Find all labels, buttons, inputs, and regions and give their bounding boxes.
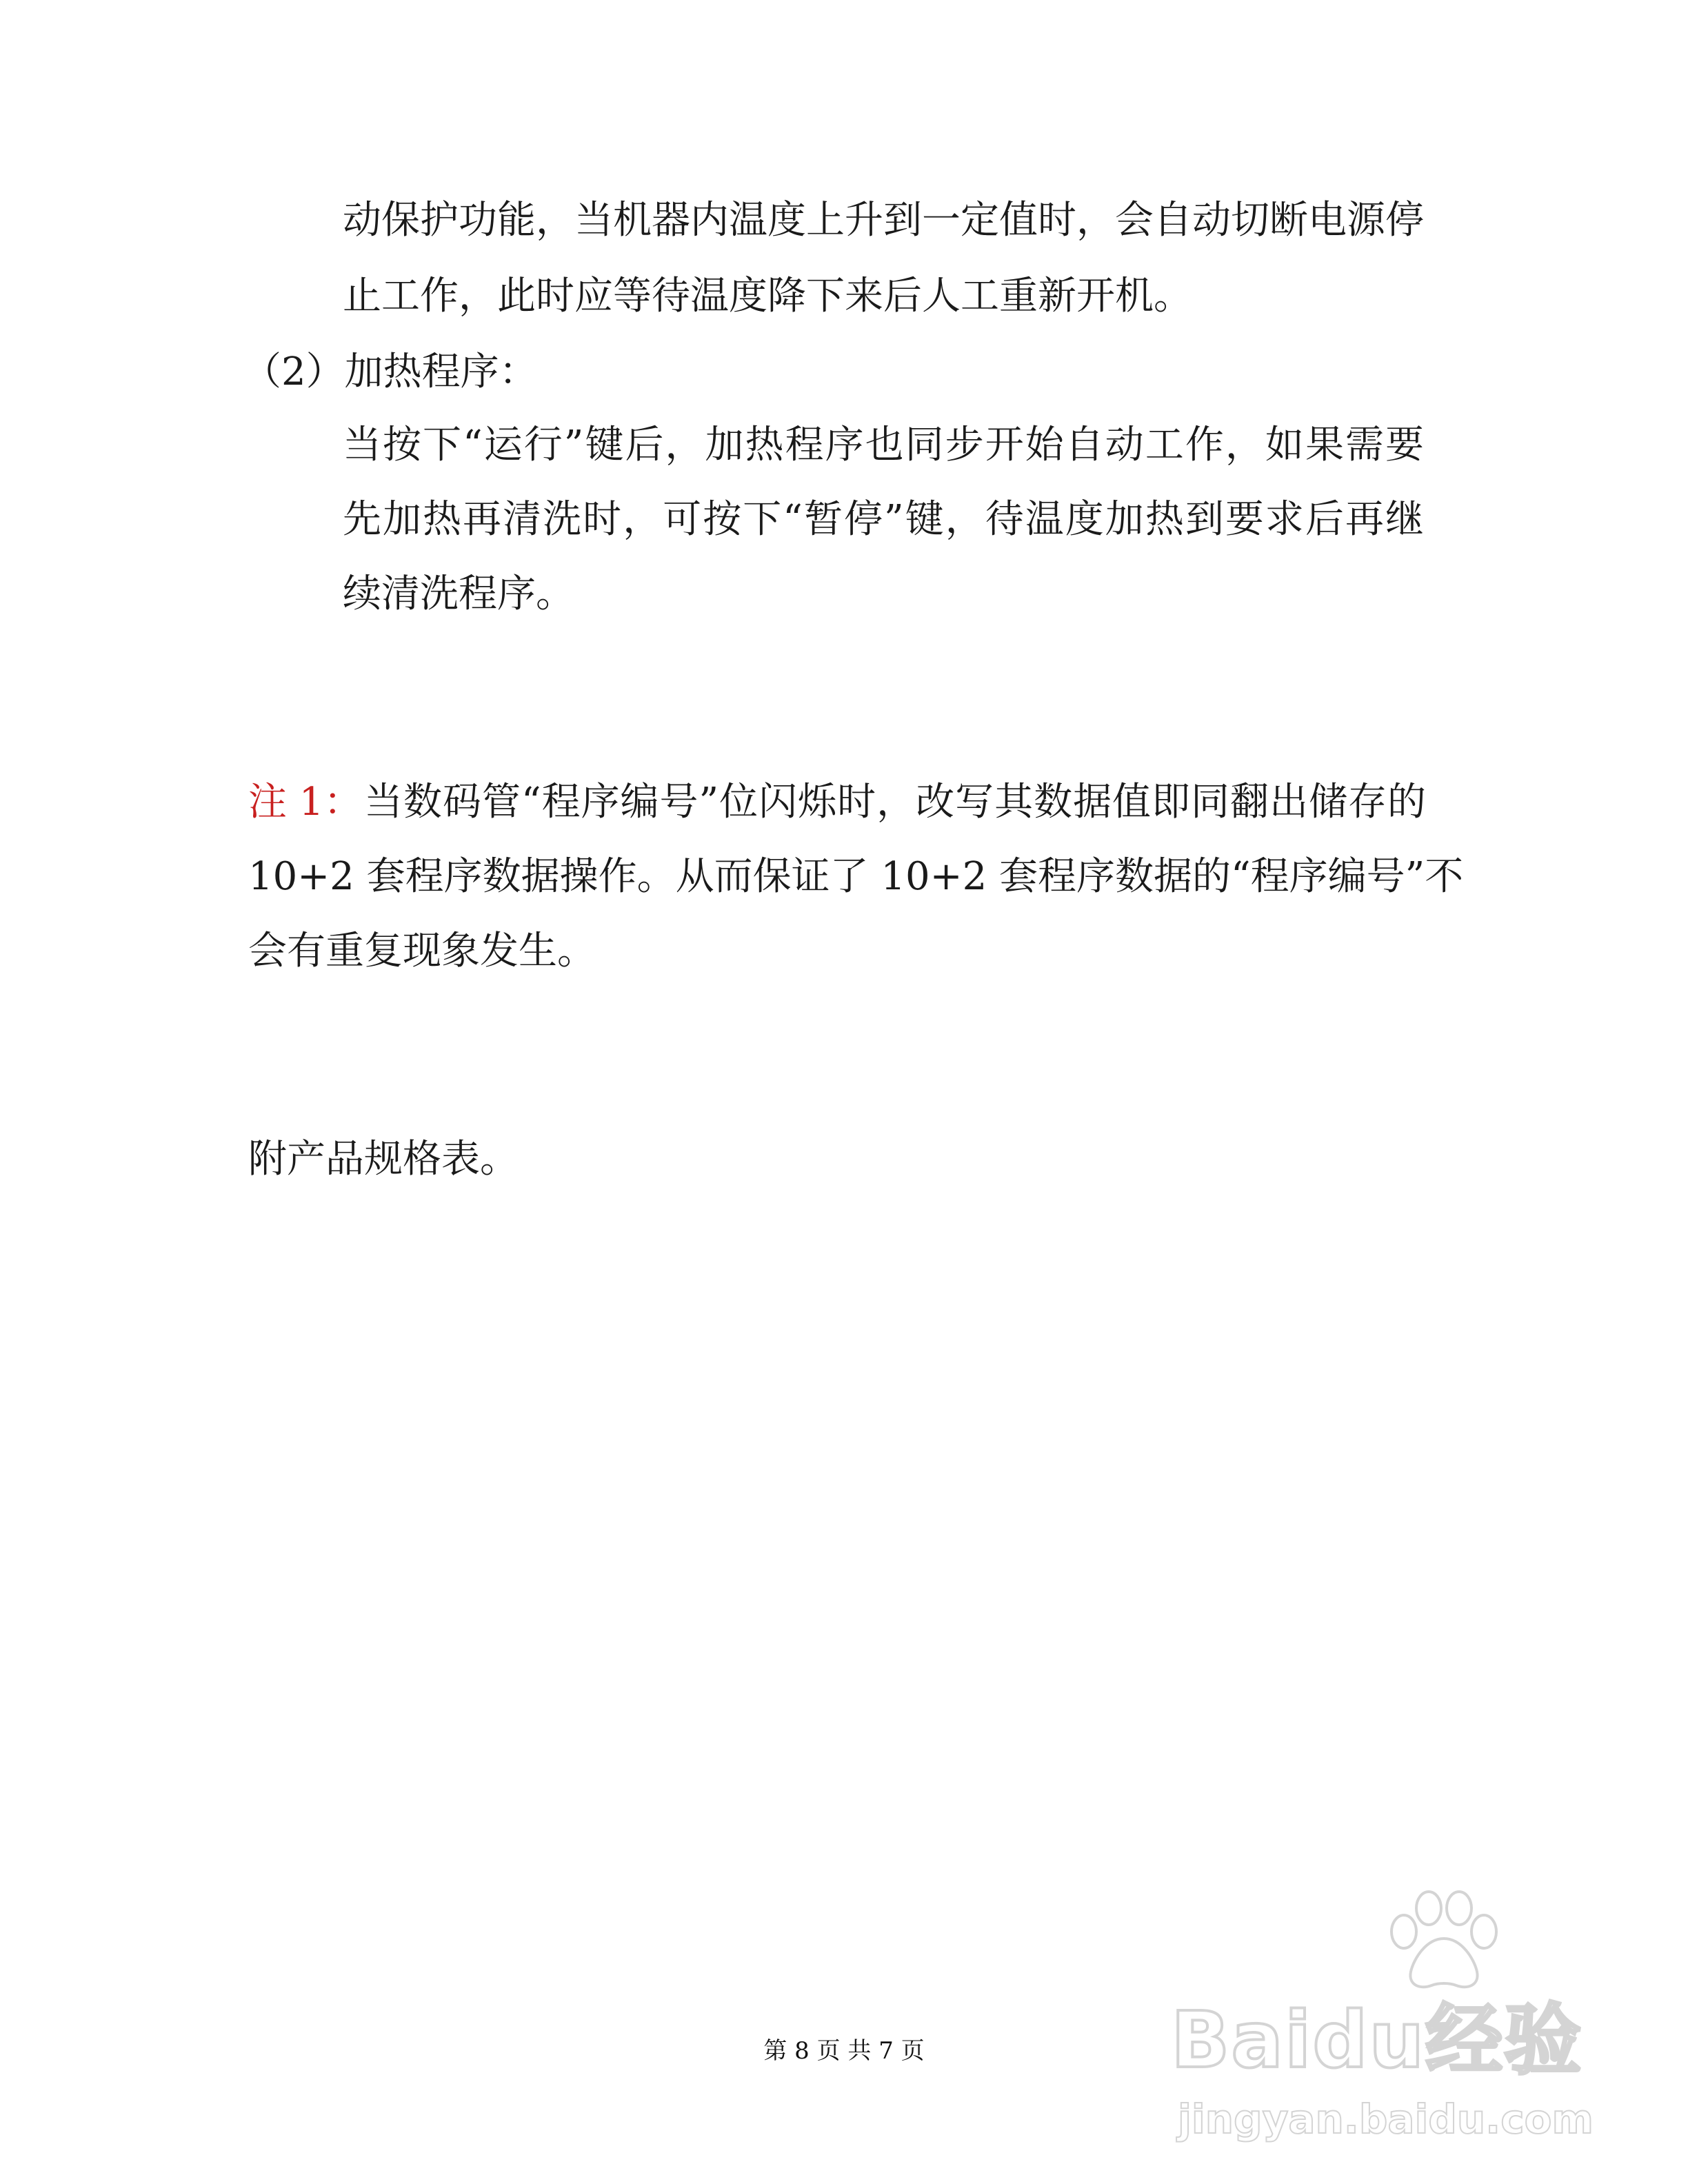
section-line: 当按下“运行”键后，加热程序也同步开始自动工作，如果需要: [343, 423, 1424, 467]
paw-logo-icon: [1378, 1889, 1509, 1992]
section-heading: （2）加热程序：: [243, 350, 538, 394]
paragraph-line: 止工作，此时应等待温度降下来后人工重新开机。: [343, 274, 1192, 318]
baidu-watermark: [1171, 1889, 1594, 2165]
section-line: 续清洗程序。: [343, 572, 574, 616]
note-prefix: 注 1：: [248, 780, 363, 825]
note-line: 10+2 套程序数据操作。从而保证了 10+2 套程序数据的“程序编号”不: [248, 854, 1464, 899]
watermark-url: jingyan.baidu.com: [1178, 2096, 1594, 2143]
note-line-1: [248, 780, 1426, 825]
page-number: 第 8 页 共 7 页: [763, 2037, 925, 2065]
section-line: 先加热再清洗时，可按下“暂停”键，待温度加热到要求后再继: [343, 497, 1424, 542]
paragraph-line: 动保护功能，当机器内温度上升到一定值时，会自动切断电源停: [343, 198, 1424, 243]
note-line: 会有重复现象发生。: [248, 929, 596, 973]
watermark-brand: Baidu经验: [1171, 1996, 1583, 2085]
note-text: 当数码管“程序编号”位闪烁时，改写其数据值即同翻出储存的: [364, 780, 1426, 825]
appendix-text: 附产品规格表。: [248, 1137, 519, 1182]
